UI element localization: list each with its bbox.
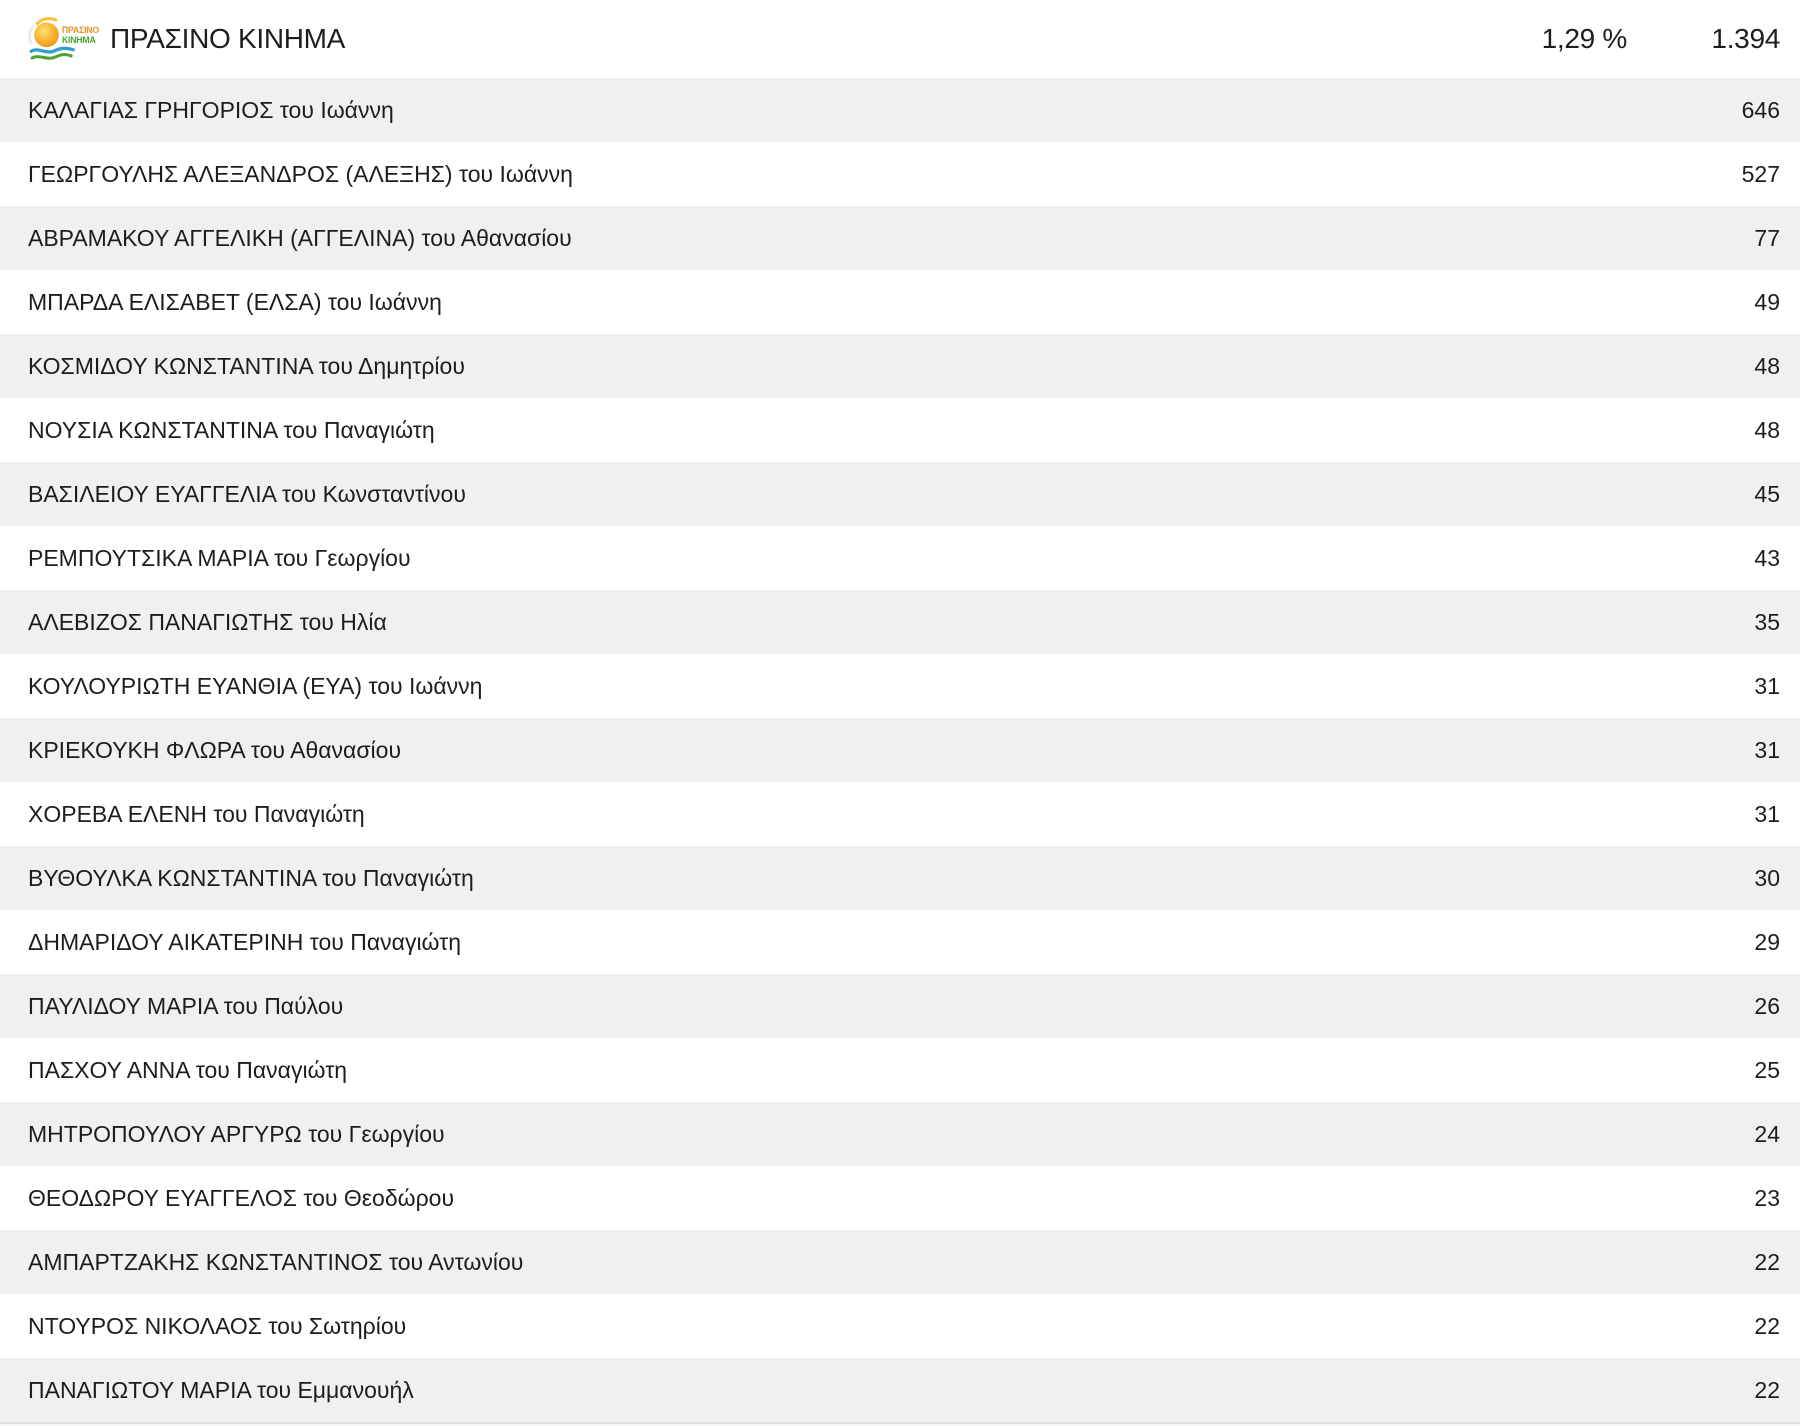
sun-ray-arc-left (30, 27, 33, 42)
candidate-name: ΔΗΜΑΡΙΔΟΥ ΑΙΚΑΤΕΡΙΝΗ του Παναγιώτη (28, 928, 462, 955)
candidate-votes: 29 (1754, 928, 1780, 955)
logo-text-line2: ΚΙΝΗΜΑ (61, 35, 96, 46)
candidate-row (0, 78, 1800, 142)
candidate-name: ΚΟΥΛΟΥΡΙΩΤΗ ΕΥΑΝΘΙΑ (ΕΥΑ) του Ιωάννη (28, 672, 483, 699)
candidate-name: ΜΠΑΡΔΑ ΕΛΙΣΑΒΕΤ (ΕΛΣΑ) του Ιωάννη (28, 288, 442, 315)
candidate-row (0, 1166, 1800, 1230)
candidate-name: ΓΕΩΡΓΟΥΛΗΣ ΑΛΕΞΑΝΔΡΟΣ (ΑΛΕΞΗΣ) του Ιωάννη (28, 160, 573, 187)
candidate-votes: 45 (1754, 480, 1780, 507)
candidate-votes: 31 (1754, 800, 1780, 827)
candidate-name: ΑΜΠΑΡΤΖΑΚΗΣ ΚΩΝΣΤΑΝΤΙΝΟΣ του Αντωνίου (28, 1248, 524, 1275)
prasino-kinima-logo (26, 15, 104, 65)
party-totals (1542, 23, 1780, 55)
candidate-name: ΚΑΛΑΓΙΑΣ ΓΡΗΓΟΡΙΟΣ του Ιωάννη (28, 96, 394, 123)
wave-blue-icon (31, 48, 73, 52)
candidate-row (0, 974, 1800, 1038)
candidate-votes: 77 (1754, 224, 1780, 251)
candidate-name: ΚΡΙΕΚΟΥΚΗ ΦΛΩΡΑ του Αθανασίου (28, 736, 402, 763)
candidate-name: ΝΤΟΥΡΟΣ ΝΙΚΟΛΑΟΣ του Σωτηρίου (28, 1312, 407, 1339)
candidate-votes: 31 (1754, 672, 1780, 699)
candidate-name: ΝΟΥΣΙΑ ΚΩΝΣΤΑΝΤΙΝΑ του Παναγιώτη (28, 416, 435, 443)
candidate-row (0, 206, 1800, 270)
candidate-votes: 49 (1754, 288, 1780, 315)
candidate-votes: 23 (1754, 1184, 1780, 1211)
candidate-votes: 22 (1754, 1248, 1780, 1275)
candidate-name: ΠΑΣΧΟΥ ΑΝΝΑ του Παναγιώτη (28, 1056, 348, 1083)
candidate-votes: 22 (1754, 1312, 1780, 1339)
candidate-votes: 31 (1754, 736, 1780, 763)
candidate-row (0, 782, 1800, 846)
candidate-row (0, 590, 1800, 654)
candidate-votes: 24 (1754, 1120, 1780, 1147)
candidate-row (0, 1230, 1800, 1294)
candidate-row (0, 398, 1800, 462)
candidate-votes: 43 (1754, 544, 1780, 571)
candidate-votes: 22 (1754, 1376, 1780, 1403)
candidate-votes: 30 (1754, 864, 1780, 891)
party-header[interactable] (0, 0, 1800, 78)
candidate-votes: 26 (1754, 992, 1780, 1019)
candidate-votes: 25 (1754, 1056, 1780, 1083)
party-percent: 1,29 % (1541, 23, 1627, 54)
candidate-row (0, 1038, 1800, 1102)
candidate-name: ΠΑΝΑΓΙΩΤΟΥ ΜΑΡΙΑ του Εμμανουήλ (28, 1376, 414, 1403)
next-section-cutoff (0, 1422, 1800, 1426)
candidate-name: ΜΗΤΡΟΠΟΥΛΟΥ ΑΡΓΥΡΩ του Γεωργίου (28, 1120, 445, 1147)
candidate-row (0, 526, 1800, 590)
candidate-votes: 48 (1754, 416, 1780, 443)
candidate-name: ΑΛΕΒΙΖΟΣ ΠΑΝΑΓΙΩΤΗΣ του Ηλία (28, 608, 387, 635)
party-votes: 1.394 (1711, 23, 1780, 54)
candidate-row (0, 1102, 1800, 1166)
candidate-name: ΧΟΡΕΒΑ ΕΛΕΝΗ του Παναγιώτη (28, 800, 365, 827)
candidate-votes: 35 (1754, 608, 1780, 635)
candidate-name: ΒΥΘΟΥΛΚΑ ΚΩΝΣΤΑΝΤΙΝΑ του Παναγιώτη (28, 864, 474, 891)
candidate-votes: 646 (1741, 96, 1780, 123)
candidate-name: ΡΕΜΠΟΥΤΣΙΚΑ ΜΑΡΙΑ του Γεωργίου (28, 544, 411, 571)
candidate-name: ΘΕΟΔΩΡΟΥ ΕΥΑΓΓΕΛΟΣ του Θεοδώρου (28, 1184, 455, 1211)
wave-green-icon (32, 54, 71, 58)
candidate-list (0, 78, 1800, 1422)
candidate-row (0, 654, 1800, 718)
candidate-row (0, 910, 1800, 974)
candidate-name: ΚΟΣΜΙΔΟΥ ΚΩΝΣΤΑΝΤΙΝΑ του Δημητρίου (28, 352, 465, 379)
party-name: ΠΡΑΣΙΝΟ ΚΙΝΗΜΑ (110, 23, 346, 54)
candidate-row (0, 334, 1800, 398)
candidate-row (0, 462, 1800, 526)
candidate-votes: 527 (1741, 160, 1780, 187)
candidate-row (0, 1294, 1800, 1358)
candidate-row (0, 270, 1800, 334)
candidate-name: ΠΑΥΛΙΔΟΥ ΜΑΡΙΑ του Παύλου (28, 992, 344, 1019)
candidate-row (0, 1358, 1800, 1422)
candidate-row (0, 718, 1800, 782)
candidate-row (0, 846, 1800, 910)
logo-text-line1: ΠΡΑΣΙΝΟ (61, 24, 99, 35)
candidate-row (0, 142, 1800, 206)
candidate-name: ΑΒΡΑΜΑΚΟΥ ΑΓΓΕΛΙΚΗ (ΑΓΓΕΛΙΝΑ) του Αθανασίου (28, 224, 572, 251)
candidate-votes: 48 (1754, 352, 1780, 379)
sun-icon (34, 23, 59, 48)
candidate-name: ΒΑΣΙΛΕΙΟΥ ΕΥΑΓΓΕΛΙΑ του Κωνσταντίνου (28, 480, 466, 507)
